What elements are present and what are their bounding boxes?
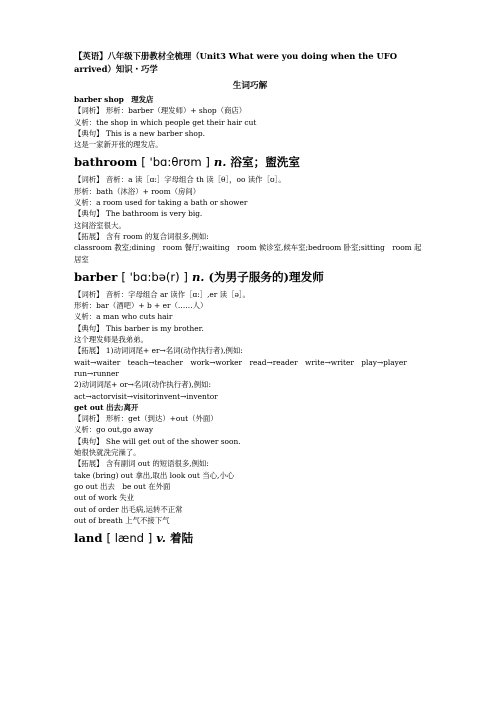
entry-line: 这个理发师是我弟弟。	[74, 335, 148, 345]
headword-meaning: (为男子服务的)理发师	[208, 269, 324, 284]
headword-text: barber	[74, 269, 118, 284]
entry-line: wait→waiter teach→teacher work→worker read→reader write→writer play→player run→runner	[74, 357, 415, 378]
entry-line: 形析：bath（沐浴）+ room（房间）	[74, 186, 201, 196]
entry-line: 【词析】 形析：get（到达）+out（外面）	[74, 414, 218, 424]
entry-line: 【词析】 音析：a 读［ɑ:］字母组合 th 读［θ］，oo 读作［ʊ］。	[74, 175, 286, 185]
part-of-speech: v.	[156, 531, 166, 546]
entry-line: 【拓展】 1)动词词尾+ er→名词(动作执行者),例如:	[74, 346, 243, 356]
entry-line: 义析：go out,go away	[74, 425, 154, 435]
entry-line: 义析：the shop in which people get their hair cut	[74, 117, 257, 127]
entry-line: 她很快就洗完澡了。	[74, 448, 141, 458]
entry-get-out-head: get out 出去;离开	[74, 402, 139, 412]
document-page	[74, 50, 426, 550]
entry-line: 形析：bar（酒吧）+ b + er（……人）	[74, 301, 208, 311]
entry-line: 义析：a man who cuts hair	[74, 312, 173, 322]
headword-land	[74, 530, 426, 546]
entry-line: out of breath 上气不接下气	[74, 515, 170, 525]
phonetic: [ 'bɑ:θrʊm ]	[141, 155, 210, 170]
entry-line: 义析：a room used for taking a bath or shower	[74, 198, 248, 208]
section-heading: 生词巧解	[232, 81, 268, 91]
entry-line: classroom 教室;dining room 餐厅;waiting room 候诊室,候车室;bedroom 卧室;sitting room 起居室	[74, 243, 422, 264]
entry-line: out of order 出毛病,运转不正常	[74, 504, 183, 514]
entry-line: 2)动词词尾+ or→名词(动作执行者),例如:	[74, 380, 211, 390]
entry-line: go out 出去 be out 在外面	[74, 481, 171, 491]
entry-line: 【典句】 She will get out of the shower soon.	[74, 436, 241, 446]
headword-meaning: 着陆	[169, 531, 194, 546]
part-of-speech: n.	[213, 155, 227, 170]
headword-text: land	[74, 531, 103, 546]
headword-bathroom	[74, 154, 426, 170]
part-of-speech: n.	[191, 269, 205, 284]
entry-line: 【典句】 The bathroom is very big.	[74, 209, 203, 219]
headword-text: bathroom	[74, 155, 138, 170]
entry-line: 【典句】 This is a new barber shop.	[74, 128, 205, 138]
entry-line: out of work 失业	[74, 493, 134, 503]
entry-barber-shop-head: barber shop 理发店	[74, 95, 154, 104]
headword-barber	[74, 269, 426, 285]
entry-line: take (bring) out 拿出,取出 look out 当心,小心	[74, 470, 235, 480]
phonetic: [ lænd ]	[106, 531, 153, 546]
entry-line: 【典句】 This barber is my brother.	[74, 323, 204, 333]
headword-meaning: 浴室；盥洗室	[230, 155, 300, 170]
entry-line: 这是一家新开张的理发店。	[74, 140, 163, 150]
phonetic: [ 'bɑ:bə(r) ]	[121, 269, 188, 284]
document-title: 【英语】八年级下册教材全梳理（Unit3 What were you doing when the UFO arrived）知识・巧学	[74, 51, 398, 74]
entry-line: 这间浴室很大。	[74, 220, 126, 230]
entry-line: 【拓展】 含有副词 out 的短语很多,例如:	[74, 459, 209, 469]
entry-line: 【词析】 音析：字母组合 ar 读作［ɑ:］,er 读［ə］。	[74, 289, 250, 299]
entry-line: act→actorvisit→visitorinvent→inventor	[74, 391, 218, 401]
entry-line: 【拓展】 含有 room 的复合词很多,例如:	[74, 231, 209, 241]
entry-line: 【词析】 形析：barber（理发师）+ shop（商店）	[74, 106, 247, 116]
